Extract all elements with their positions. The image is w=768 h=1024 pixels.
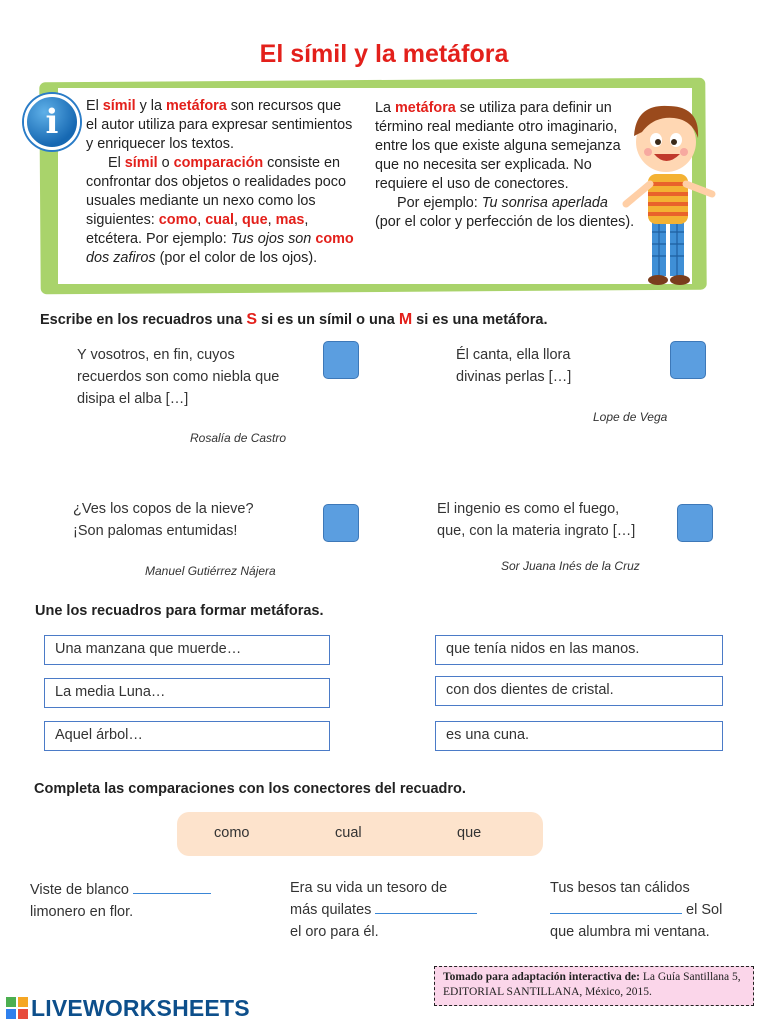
blank-2[interactable] [375,900,477,914]
poem-rosalia: Y vosotros, en fin, cuyos recuerdos son como niebla que disipa el alba […] [77,347,280,407]
author-gutierrez: Manuel Gutiérrez Nájera [145,564,276,578]
answer-box-3[interactable] [323,504,359,542]
match-right-2[interactable]: con dos dientes de cristal. [435,676,723,706]
info-column-simil: El símil y la metáfora son recursos que el autor utiliza para expresar sentimientos y enriquecer los textos. El símil o comparación consiste en confrontar dos objetos o realidades poco usuales mediante un nexo como los siguientes: como, cual, que, mas, etcétera. Por ejemplo: Tus ojos son como dos zafiros (por el color de los ojos). [86,98,354,266]
match-left-2[interactable]: La media Luna… [44,678,330,708]
source-credit: Tomado para adaptación interactiva de: La Guía Santillana 5, EDITORIAL SANTILLANA, México, 2015. [434,966,754,1006]
info-icon: i [24,94,80,150]
answer-box-2[interactable] [670,341,706,379]
answer-box-4[interactable] [677,504,713,542]
comparison-3: Tus besos tan cálidos el Sol que alumbra mi ventana. [550,880,723,940]
author-sor-juana: Sor Juana Inés de la Cruz [501,559,640,573]
liveworksheets-logo-icon [6,997,28,1019]
connector-como: como [214,825,250,841]
match-left-3[interactable]: Aquel árbol… [44,721,330,751]
instruction-simil-metafora: Escribe en los recuadros una S si es un símil o una M si es una metáfora. [40,311,548,328]
comparison-1: Viste de blanco limonero en flor. [30,879,211,923]
author-rosalia: Rosalía de Castro [190,431,287,445]
connector-cual: cual [335,825,362,841]
blank-1[interactable] [133,880,211,894]
blank-3[interactable] [550,900,682,914]
page-title: El símil y la metáfora [259,40,509,68]
match-right-3[interactable]: es una cuna. [435,721,723,751]
boy-illustration [612,92,724,292]
match-right-1[interactable]: que tenía nidos en las manos. [435,635,723,665]
match-left-1[interactable]: Una manzana que muerde… [44,635,330,665]
info-column-metafora: La metáfora se utiliza para definir un término real mediante otro imaginario, entre los que existe alguna semejanza que no necesita ser explicada. No requiere el uso de conectores. Por ejemplo: Tu sonrisa aperlada (por el color y perfección de los dientes). [375,100,635,230]
poem-lope: Él canta, ella llora divinas perlas […] [456,347,572,385]
connector-que: que [457,825,482,841]
instruction-comparaciones: Completa las comparaciones con los conectores del recuadro. [34,781,466,797]
poem-gutierrez: ¿Ves los copos de la nieve? ¡Son palomas entumidas! [73,501,254,539]
poem-sor-juana: El ingenio es como el fuego, que, con la materia ingrato […] [437,501,636,539]
liveworksheets-logo-text: LIVEWORKSHEETS [31,994,250,1021]
author-lope: Lope de Vega [593,410,668,424]
comparison-2: Era su vida un tesoro de más quilates el oro para él. [290,877,477,943]
answer-box-1[interactable] [323,341,359,379]
instruction-metaforas: Une los recuadros para formar metáforas. [35,603,324,619]
liveworksheets-logo [6,994,250,1022]
